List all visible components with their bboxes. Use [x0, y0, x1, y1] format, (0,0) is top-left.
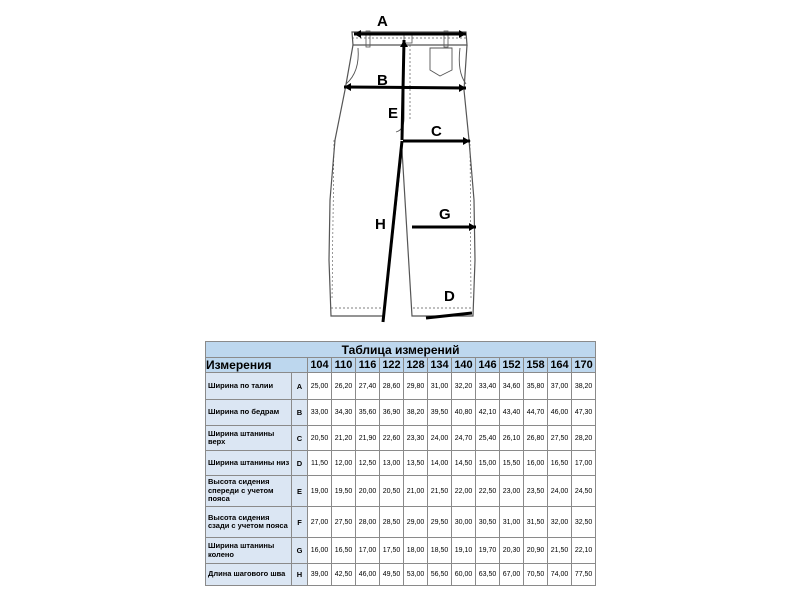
value-cell: 28,50 [380, 507, 404, 538]
parameter-name: Ширина штанины низ [206, 451, 292, 476]
value-cell: 13,50 [404, 451, 428, 476]
value-cell: 16,00 [524, 451, 548, 476]
table-row [206, 538, 596, 564]
value-cell: 31,00 [500, 507, 524, 538]
value-cell: 33,00 [308, 400, 332, 426]
table-row [206, 564, 596, 586]
value-cell: 33,40 [476, 373, 500, 400]
value-cell: 14,50 [452, 451, 476, 476]
parameter-code: D [292, 451, 308, 476]
diagram-label-c: C [431, 123, 442, 140]
value-cell: 46,00 [548, 400, 572, 426]
diagram-label-a: A [377, 13, 388, 30]
value-cell: 23,50 [524, 476, 548, 507]
value-cell: 20,90 [524, 538, 548, 564]
value-cell: 14,00 [428, 451, 452, 476]
value-cell: 34,60 [500, 373, 524, 400]
value-cell: 34,30 [332, 400, 356, 426]
header-label: Измерения [206, 358, 308, 373]
size-header-cell: 140 [452, 358, 476, 373]
size-header-cell: 158 [524, 358, 548, 373]
value-cell: 63,50 [476, 564, 500, 586]
size-header-cell: 116 [356, 358, 380, 373]
table-row [206, 451, 596, 476]
parameter-code: B [292, 400, 308, 426]
arrow-b [344, 87, 466, 88]
value-cell: 46,00 [356, 564, 380, 586]
value-cell: 27,40 [356, 373, 380, 400]
value-cell: 28,00 [356, 507, 380, 538]
value-cell: 20,50 [308, 426, 332, 451]
value-cell: 27,50 [332, 507, 356, 538]
value-cell: 29,80 [404, 373, 428, 400]
value-cell: 37,00 [548, 373, 572, 400]
value-cell: 56,50 [428, 564, 452, 586]
arrow-h [383, 141, 402, 322]
size-header-cell: 110 [332, 358, 356, 373]
value-cell: 18,00 [404, 538, 428, 564]
parameter-code: F [292, 507, 308, 538]
value-cell: 38,20 [404, 400, 428, 426]
value-cell: 27,00 [308, 507, 332, 538]
value-cell: 29,50 [428, 507, 452, 538]
size-header-cell: 170 [572, 358, 596, 373]
size-header-cell: 122 [380, 358, 404, 373]
value-cell: 22,60 [380, 426, 404, 451]
parameter-code: C [292, 426, 308, 451]
value-cell: 19,10 [452, 538, 476, 564]
value-cell: 21,20 [332, 426, 356, 451]
value-cell: 31,00 [428, 373, 452, 400]
value-cell: 35,60 [356, 400, 380, 426]
value-cell: 21,50 [428, 476, 452, 507]
value-cell: 67,00 [500, 564, 524, 586]
value-cell: 36,90 [380, 400, 404, 426]
value-cell: 19,50 [332, 476, 356, 507]
diagram-label-e: E [388, 105, 399, 122]
value-cell: 21,50 [548, 538, 572, 564]
value-cell: 21,00 [404, 476, 428, 507]
value-cell: 30,50 [476, 507, 500, 538]
value-cell: 44,70 [524, 400, 548, 426]
value-cell: 16,50 [332, 538, 356, 564]
value-cell: 16,50 [548, 451, 572, 476]
table-row [206, 373, 596, 400]
value-cell: 12,50 [356, 451, 380, 476]
value-cell: 21,90 [356, 426, 380, 451]
table-row [206, 400, 596, 426]
size-header-cell: 134 [428, 358, 452, 373]
value-cell: 24,00 [428, 426, 452, 451]
size-header-cell: 128 [404, 358, 428, 373]
value-cell: 20,30 [500, 538, 524, 564]
size-chart-table [205, 341, 596, 586]
diagram-label-g: G [439, 206, 451, 223]
value-cell: 49,50 [380, 564, 404, 586]
value-cell: 19,70 [476, 538, 500, 564]
value-cell: 15,50 [500, 451, 524, 476]
value-cell: 23,30 [404, 426, 428, 451]
value-cell: 11,50 [308, 451, 332, 476]
value-cell: 22,00 [452, 476, 476, 507]
value-cell: 43,40 [500, 400, 524, 426]
size-header-cell: 104 [308, 358, 332, 373]
value-cell: 12,00 [332, 451, 356, 476]
parameter-code: A [292, 373, 308, 400]
diagram-label-d: D [444, 288, 455, 305]
size-header-cell: 152 [500, 358, 524, 373]
jeans-measurement-diagram [300, 8, 500, 328]
value-cell: 13,00 [380, 451, 404, 476]
value-cell: 16,00 [308, 538, 332, 564]
value-cell: 32,00 [548, 507, 572, 538]
parameter-name: Ширина штанины колено [206, 538, 292, 564]
value-cell: 70,50 [524, 564, 548, 586]
size-header-cell: 146 [476, 358, 500, 373]
value-cell: 74,00 [548, 564, 572, 586]
value-cell: 31,50 [524, 507, 548, 538]
parameter-name: Длина шагового шва [206, 564, 292, 586]
parameter-name: Ширина по бедрам [206, 400, 292, 426]
parameter-name: Высота сидения спереди с учетом пояса [206, 476, 292, 507]
value-cell: 30,00 [452, 507, 476, 538]
table-row [206, 476, 596, 507]
parameter-name: Высота сидения сзади с учетом пояса [206, 507, 292, 538]
value-cell: 42,50 [332, 564, 356, 586]
value-cell: 39,50 [428, 400, 452, 426]
value-cell: 28,60 [380, 373, 404, 400]
value-cell: 35,80 [524, 373, 548, 400]
value-cell: 26,10 [500, 426, 524, 451]
value-cell: 18,50 [428, 538, 452, 564]
value-cell: 28,20 [572, 426, 596, 451]
value-cell: 26,80 [524, 426, 548, 451]
parameter-name: Ширина по талии [206, 373, 292, 400]
table-row [206, 507, 596, 538]
parameter-code: H [292, 564, 308, 586]
value-cell: 38,20 [572, 373, 596, 400]
value-cell: 22,50 [476, 476, 500, 507]
parameter-code: G [292, 538, 308, 564]
value-cell: 19,00 [308, 476, 332, 507]
value-cell: 17,50 [380, 538, 404, 564]
value-cell: 77,50 [572, 564, 596, 586]
value-cell: 24,70 [452, 426, 476, 451]
value-cell: 22,10 [572, 538, 596, 564]
value-cell: 32,20 [452, 373, 476, 400]
value-cell: 17,00 [572, 451, 596, 476]
value-cell: 53,00 [404, 564, 428, 586]
value-cell: 42,10 [476, 400, 500, 426]
table-header-row [206, 358, 596, 373]
value-cell: 25,40 [476, 426, 500, 451]
table-body [206, 373, 596, 586]
size-header-cell: 164 [548, 358, 572, 373]
value-cell: 17,00 [356, 538, 380, 564]
value-cell: 20,50 [380, 476, 404, 507]
value-cell: 26,20 [332, 373, 356, 400]
diagram-label-h: H [375, 216, 386, 233]
table-row [206, 426, 596, 451]
value-cell: 29,00 [404, 507, 428, 538]
value-cell: 20,00 [356, 476, 380, 507]
value-cell: 24,00 [548, 476, 572, 507]
value-cell: 39,00 [308, 564, 332, 586]
value-cell: 23,00 [500, 476, 524, 507]
arrow-e [402, 40, 404, 140]
parameter-code: E [292, 476, 308, 507]
value-cell: 47,30 [572, 400, 596, 426]
parameter-name: Ширина штанины верх [206, 426, 292, 451]
value-cell: 24,50 [572, 476, 596, 507]
value-cell: 60,00 [452, 564, 476, 586]
value-cell: 15,00 [476, 451, 500, 476]
table-title: Таблица измерений [206, 342, 596, 358]
value-cell: 40,80 [452, 400, 476, 426]
value-cell: 32,50 [572, 507, 596, 538]
value-cell: 25,00 [308, 373, 332, 400]
diagram-label-b: B [377, 72, 388, 89]
value-cell: 27,50 [548, 426, 572, 451]
